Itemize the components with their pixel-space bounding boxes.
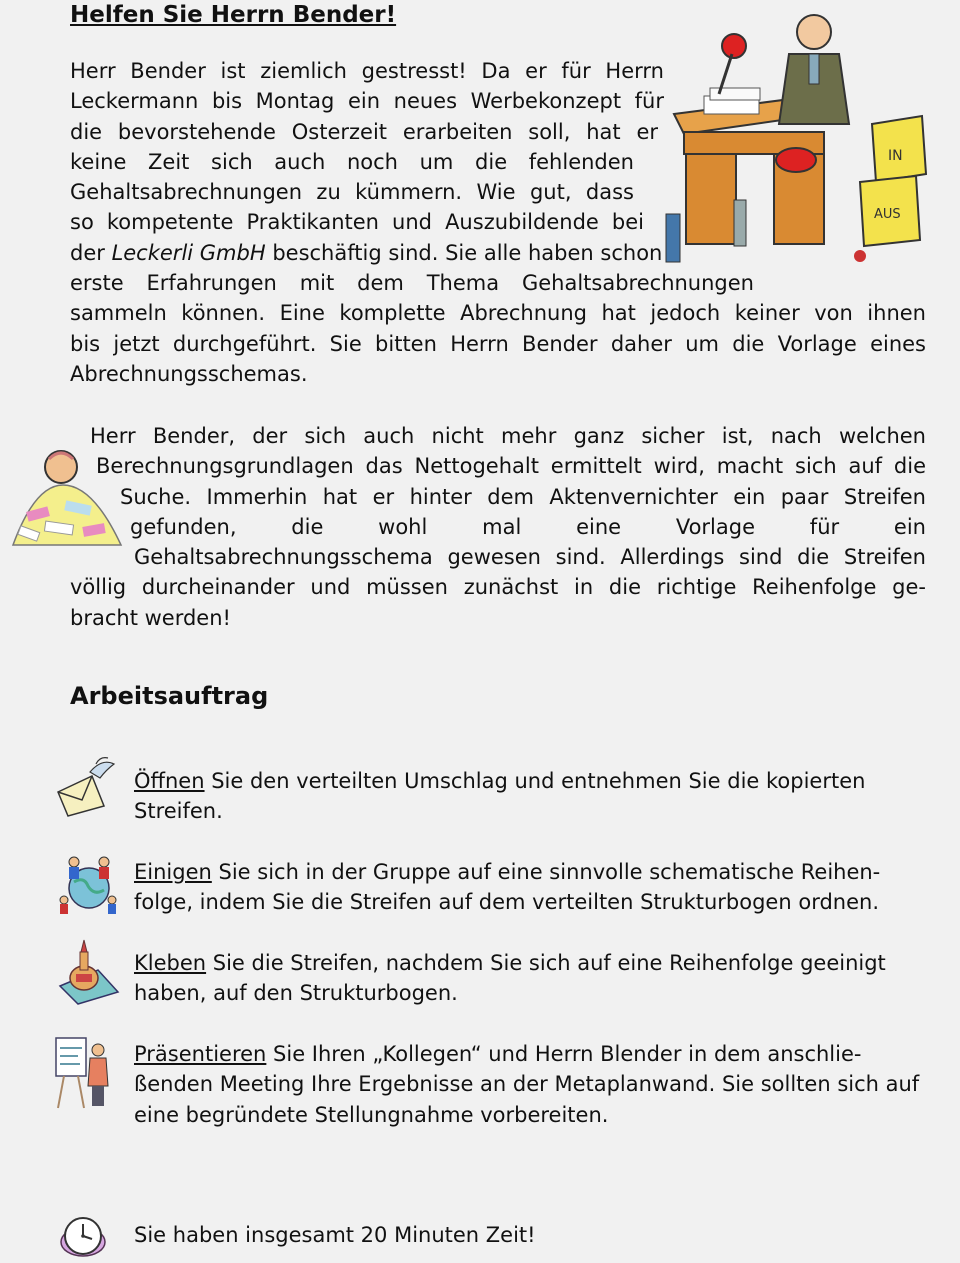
intro-line: erste Erfahrungen mit dem Thema Gehaltsabrechnungen	[70, 271, 754, 296]
search-line: Berechnungsgrundlagen das Nettogehalt ermittelt wird, macht sich auf die	[96, 454, 926, 479]
in-box-label: IN	[888, 148, 903, 164]
intro-text: der	[70, 240, 112, 265]
intro-line: Abrechnungsschemas.	[70, 361, 308, 386]
task-text: Sie Ihren „Kollegen“ und Herrn Blender in dem anschlie-ßenden Meeting Ihre Ergebnisse an der Metaplanwand. Sie sollten sich auf eine begründete Stellungnahme vorbereiten.	[134, 1042, 920, 1127]
task-text: Sie die Streifen, nachdem Sie sich auf eine Reihenfolge geeinigt haben, auf den Strukturbogen.	[134, 951, 886, 1006]
search-line: Herr Bender, der sich auch nicht mehr ganz sicher ist, nach welchen	[90, 424, 926, 448]
clock-icon	[58, 1212, 108, 1260]
task-keyword: Öffnen	[134, 769, 205, 793]
glue-bottle-icon	[54, 936, 124, 1006]
envelope-dove-icon	[52, 756, 122, 818]
task-text: Sie den verteilten Umschlag und entnehmen Sie die kopierten Streifen.	[134, 769, 866, 824]
intro-line: so kompetente Praktikanten und Auszubildende bei	[70, 210, 644, 235]
task-glue	[134, 948, 928, 1009]
intro-line: Gehaltsabrechnungen zu kümmern. Wie gut, dass	[70, 180, 634, 205]
intro-line: Leckermann bis Montag ein neues Werbekonzept für	[70, 89, 664, 114]
section-heading: Arbeitsauftrag	[70, 682, 269, 710]
out-box-label: AUS	[874, 207, 901, 222]
page-title: Helfen Sie Herrn Bender!	[70, 2, 397, 28]
task-open	[134, 766, 928, 827]
group-people-globe-icon	[54, 852, 124, 918]
intro-line: Herr Bender ist ziemlich gestresst! Da er für Herrn	[70, 59, 664, 83]
task-text: Sie sich in der Gruppe auf eine sinnvolle schematische Reihen-folge, indem Sie die Streifen auf dem verteilten Strukturbogen ordnen.	[134, 860, 881, 915]
search-line: Gehaltsabrechnungsschema gewesen sind. Allerdings sind die Streifen	[134, 545, 926, 570]
search-line: gefunden, die wohl mal eine Vorlage für ein	[130, 514, 926, 539]
intro-text: beschäftig sind. Sie alle haben schon	[265, 240, 663, 265]
task-keyword: Einigen	[134, 860, 212, 884]
company-name: Leckerli GmbH	[111, 240, 266, 265]
search-line: Suche. Immerhin hat er hinter dem Aktenvernichter ein paar Streifen	[120, 484, 926, 509]
intro-line: die bevorstehende Osterzeit erarbeiten soll, hat er	[70, 119, 658, 144]
task-keyword: Präsentieren	[134, 1042, 267, 1066]
search-line: bracht werden!	[70, 605, 231, 630]
intro-line: bis jetzt durchgeführt. Sie bitten Herrn Bender daher um die Vorlage eines	[70, 331, 926, 356]
task-keyword: Kleben	[134, 951, 207, 975]
search-line: völlig durcheinander und müssen zunächst in die richtige Reihenfolge ge-	[70, 575, 926, 600]
search-paragraph	[70, 421, 926, 633]
task-agree	[134, 857, 928, 918]
time-limit-note: Sie haben insgesamt 20 Minuten Zeit!	[134, 1223, 536, 1247]
intro-line: keine Zeit sich auch noch um die fehlenden	[70, 149, 634, 174]
intro-line: sammeln können. Eine komplette Abrechnung hat jedoch keiner von ihnen	[70, 301, 926, 326]
presentation-board-icon	[54, 1036, 110, 1112]
stressed-man-desk-illustration	[664, 4, 934, 280]
task-present	[134, 1039, 928, 1130]
